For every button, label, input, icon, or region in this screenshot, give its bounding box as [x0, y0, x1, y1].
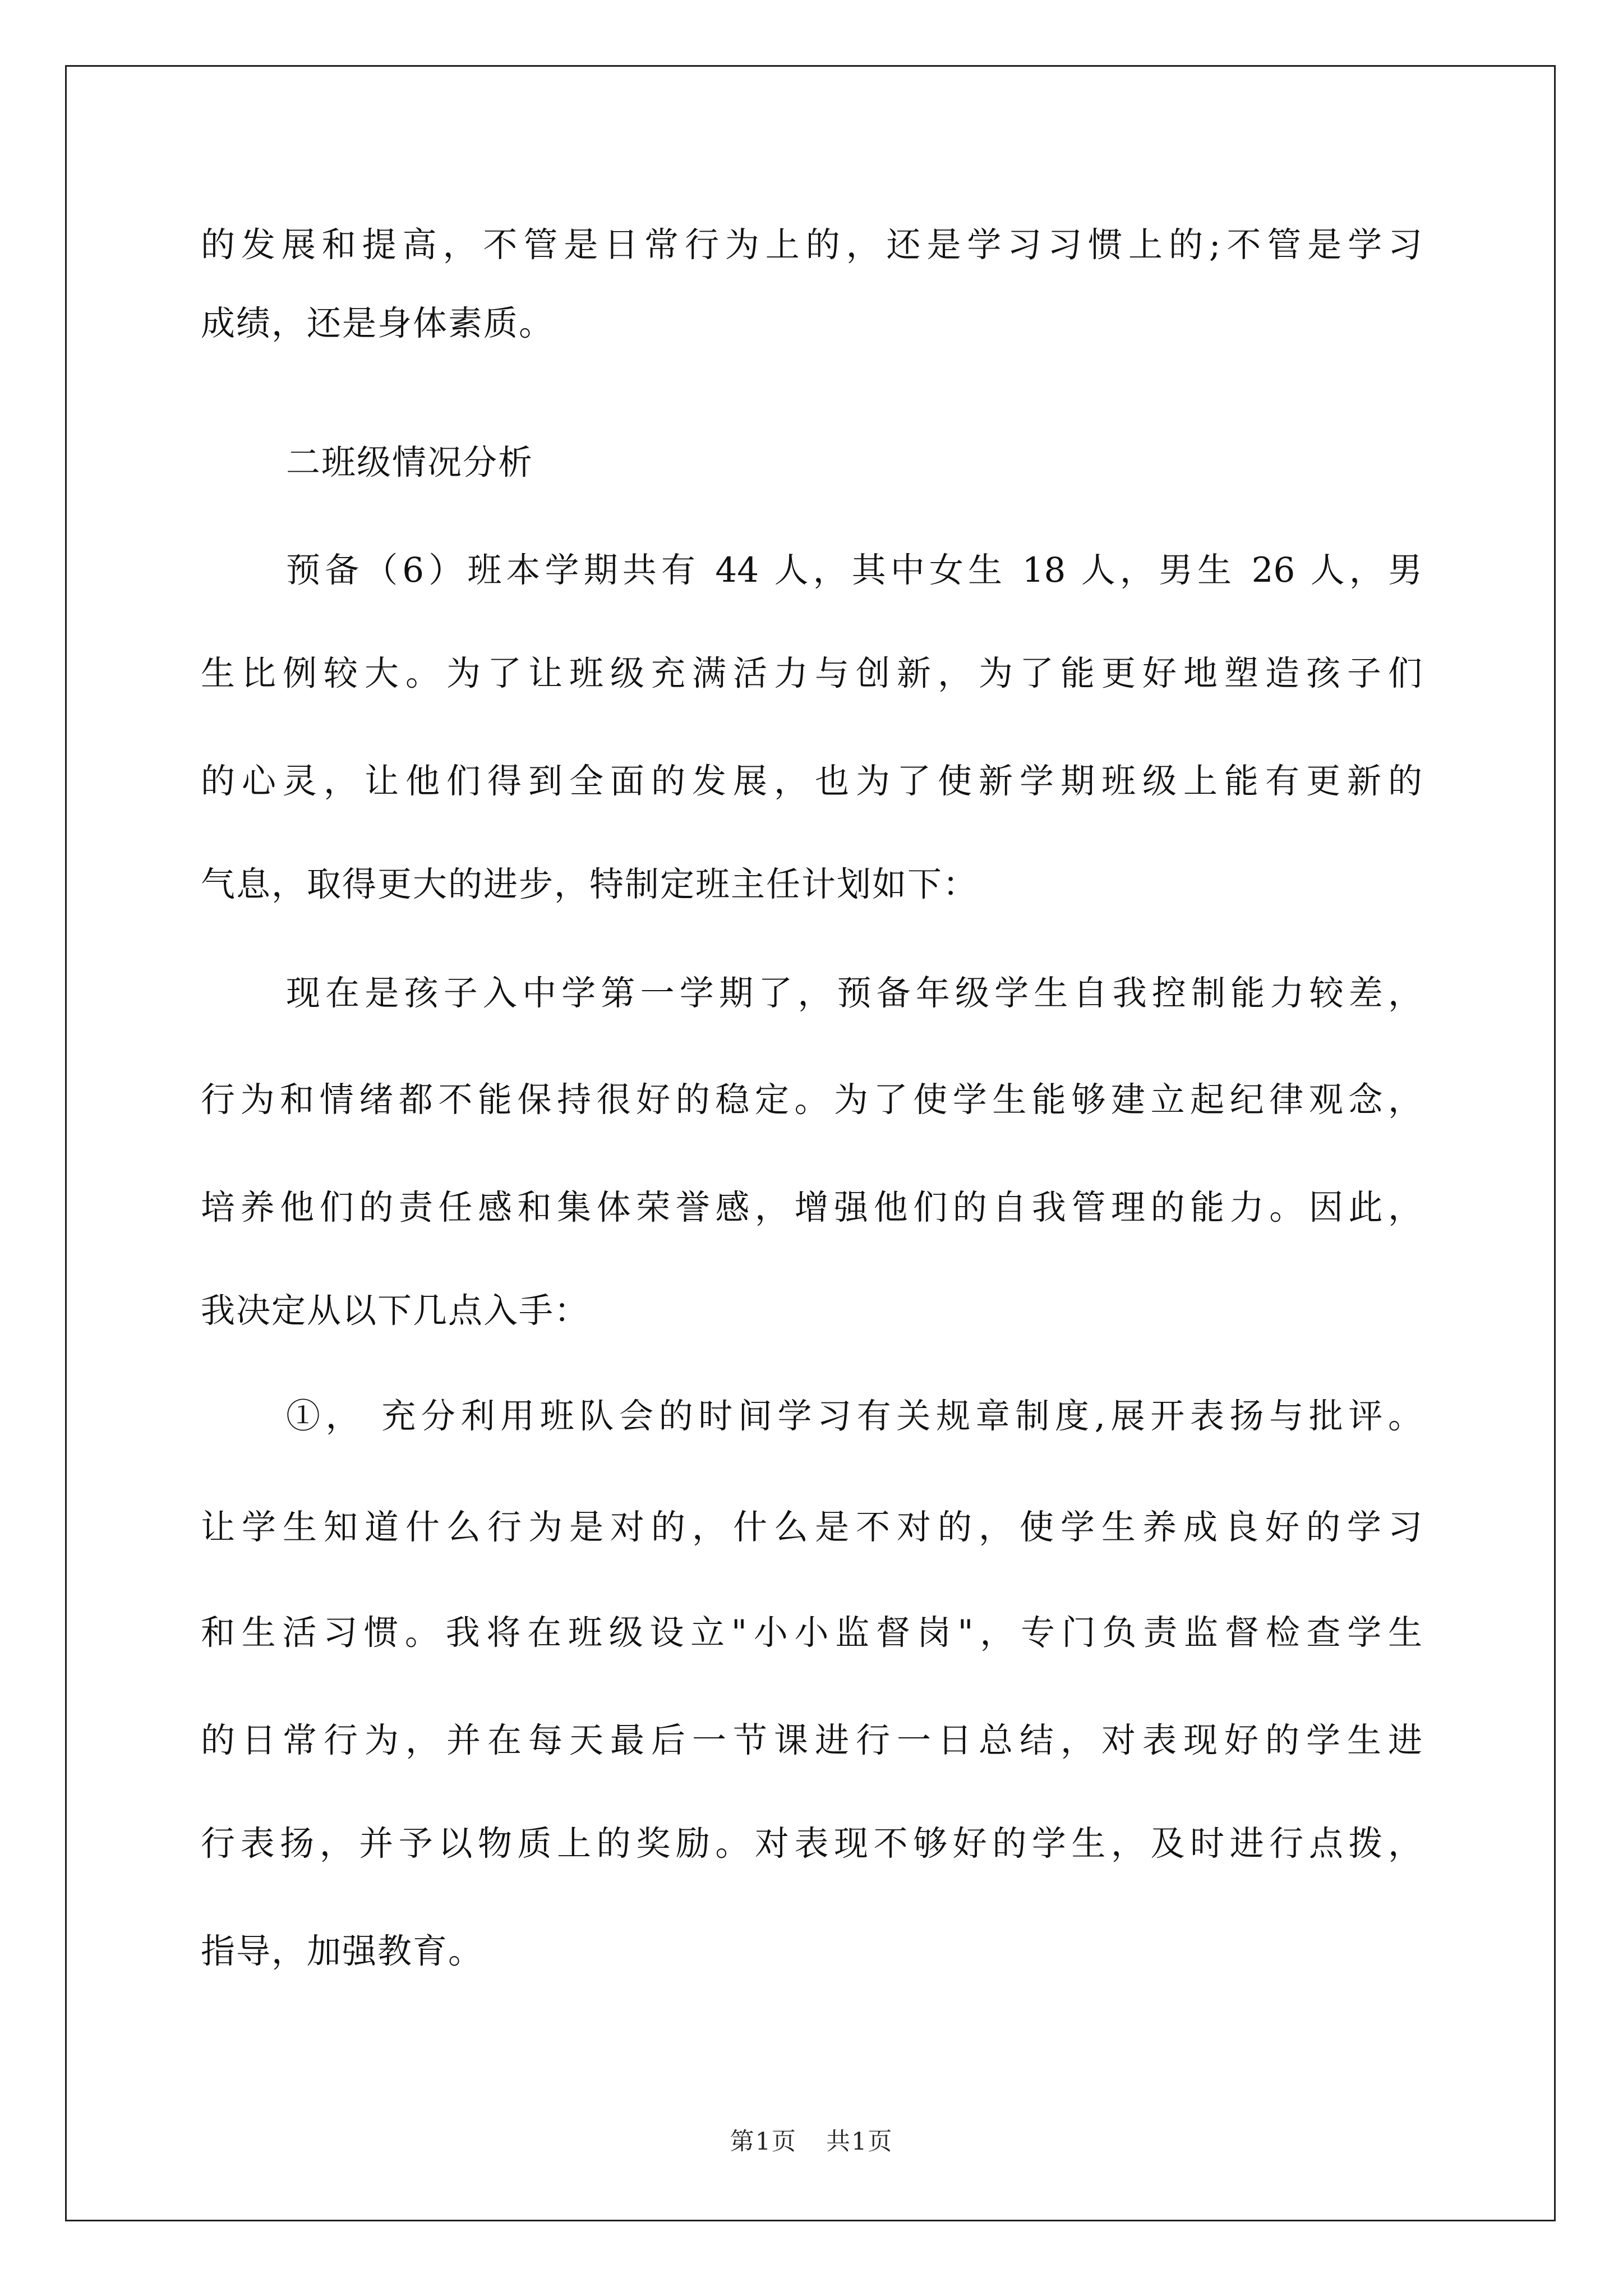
text-line: 指导，加强教育。 — [201, 1931, 484, 1971]
section-heading: 二班级情况分析 — [286, 443, 534, 482]
text-line: 成绩，还是身体素质。 — [201, 303, 555, 343]
text-line: 让学生知道什么行为是对的，什么是不对的，使学生养成良好的学习 — [201, 1507, 1422, 1547]
text-line: 现在是孩子入中学第一学期了，预备年级学生自我控制能力较差， — [286, 973, 1422, 1013]
text-line: 培养他们的责任感和集体荣誉感，增强他们的自我管理的能力。因此， — [201, 1188, 1422, 1227]
list-item-1: ①， 充分利用班队会的时间学习有关规章制度,展开表扬与批评。 — [286, 1396, 1422, 1436]
text-line: 行表扬，并予以物质上的奖励。对表现不够好的学生，及时进行点拨， — [201, 1824, 1422, 1864]
page-border — [65, 65, 1556, 2221]
text-line: 行为和情绪都不能保持很好的稳定。为了使学生能够建立起纪律观念， — [201, 1080, 1422, 1120]
text-line: 预备（6）班本学期共有 44 人，其中女生 18 人，男生 26 人，男 — [286, 550, 1422, 590]
text-line: 的日常行为，并在每天最后一节课进行一日总结，对表现好的学生进 — [201, 1720, 1422, 1760]
text-line: 的发展和提高，不管是日常行为上的，还是学习习惯上的;不管是学习 — [201, 225, 1422, 265]
page-total: 共1页 — [826, 2128, 893, 2156]
text-line: 的心灵，让他们得到全面的发展，也为了使新学期班级上能有更新的 — [201, 761, 1422, 801]
page-footer — [0, 2125, 1623, 2159]
text-line: 和生活习惯。我将在班级设立"小小监督岗"，专门负责监督检查学生 — [201, 1613, 1422, 1653]
page-number: 第1页 — [730, 2128, 797, 2156]
text-line: 生比例较大。为了让班级充满活力与创新，为了能更好地塑造孩子们 — [201, 654, 1422, 693]
text-line: 气息，取得更大的进步，特制定班主任计划如下： — [201, 864, 979, 904]
text-line: 我决定从以下几点入手： — [201, 1291, 590, 1331]
